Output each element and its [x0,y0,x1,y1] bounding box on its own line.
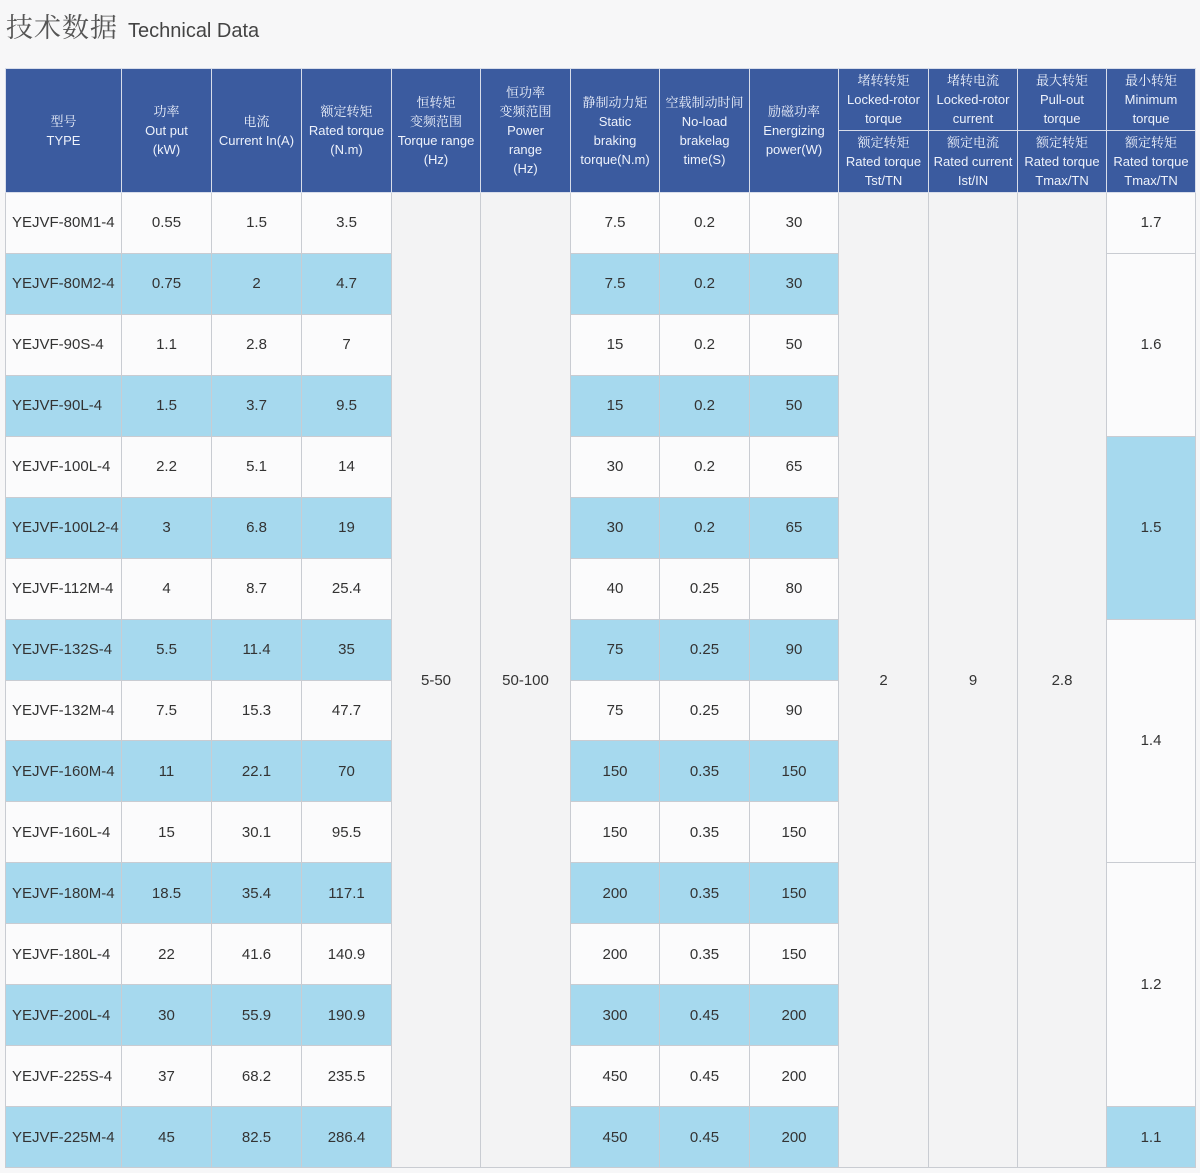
cell-power: 2.2 [122,436,212,497]
cell-tst-tn: 2 [839,193,929,1168]
cell-static-braking: 15 [571,314,660,375]
cell-rated-torque: 35 [302,619,392,680]
cell-current: 5.1 [212,436,302,497]
cell-current: 41.6 [212,924,302,985]
cell-energizing: 150 [750,741,839,802]
cell-type: YEJVF-200L-4 [6,985,122,1046]
cell-brakelag: 0.2 [660,253,750,314]
cell-current: 68.2 [212,1046,302,1107]
cell-power: 15 [122,802,212,863]
header-power: 功率 Out put (kW) [122,69,212,193]
cell-rated-torque: 25.4 [302,558,392,619]
cell-brakelag: 0.35 [660,741,750,802]
cell-type: YEJVF-90L-4 [6,375,122,436]
header-energizing: 励磁功率 Energizing power(W) [750,69,839,193]
cell-energizing: 150 [750,924,839,985]
cell-energizing: 50 [750,375,839,436]
cell-brakelag: 0.25 [660,680,750,741]
cell-static-braking: 200 [571,924,660,985]
cell-type: YEJVF-160L-4 [6,802,122,863]
header-brakelag: 空载制动时间 No-load brakelag time(S) [660,69,750,193]
header-current: 电流 Current In(A) [212,69,302,193]
cell-power: 11 [122,741,212,802]
cell-static-braking: 300 [571,985,660,1046]
cell-static-braking: 15 [571,375,660,436]
cell-current: 6.8 [212,497,302,558]
technical-data-table [5,68,1196,1168]
cell-current: 2 [212,253,302,314]
cell-static-braking: 75 [571,680,660,741]
cell-rated-torque: 70 [302,741,392,802]
header-rated-torque: 额定转矩 Rated torque (N.m) [302,69,392,193]
cell-brakelag: 0.45 [660,1046,750,1107]
header-type: 型号 TYPE [6,69,122,193]
cell-current: 1.5 [212,193,302,254]
cell-current: 15.3 [212,680,302,741]
cell-energizing: 65 [750,436,839,497]
cell-brakelag: 0.2 [660,314,750,375]
cell-energizing: 50 [750,314,839,375]
cell-rated-torque: 7 [302,314,392,375]
cell-rated-torque: 95.5 [302,802,392,863]
cell-rated-torque: 190.9 [302,985,392,1046]
cell-type: YEJVF-160M-4 [6,741,122,802]
cell-static-braking: 7.5 [571,193,660,254]
cell-power: 1.5 [122,375,212,436]
cell-current: 82.5 [212,1107,302,1168]
cell-minimum-torque: 1.4 [1107,619,1196,863]
cell-current: 30.1 [212,802,302,863]
cell-current: 22.1 [212,741,302,802]
cell-rated-torque: 3.5 [302,193,392,254]
cell-energizing: 90 [750,680,839,741]
table-body [6,193,1196,1168]
cell-minimum-torque: 1.6 [1107,253,1196,436]
cell-static-braking: 7.5 [571,253,660,314]
cell-type: YEJVF-80M1-4 [6,193,122,254]
cell-ist-in: 9 [929,193,1018,1168]
cell-power: 4 [122,558,212,619]
cell-power: 0.75 [122,253,212,314]
title-en: Technical Data [128,20,260,42]
cell-rated-torque: 4.7 [302,253,392,314]
cell-minimum-torque: 1.1 [1107,1107,1196,1168]
cell-energizing: 200 [750,985,839,1046]
header-minimum-torque: 最小转矩 Minimum torque [1107,69,1196,131]
cell-type: YEJVF-132M-4 [6,680,122,741]
cell-rated-torque: 14 [302,436,392,497]
cell-type: YEJVF-90S-4 [6,314,122,375]
cell-type: YEJVF-132S-4 [6,619,122,680]
cell-static-braking: 75 [571,619,660,680]
cell-type: YEJVF-225M-4 [6,1107,122,1168]
cell-power: 37 [122,1046,212,1107]
cell-static-braking: 30 [571,436,660,497]
header-torque-range: 恒转矩 变频范围 Torque range (Hz) [392,69,481,193]
cell-static-braking: 450 [571,1107,660,1168]
header-locked-rotor-current: 堵转电流 Locked-rotor current [929,69,1018,131]
cell-rated-torque: 140.9 [302,924,392,985]
cell-static-braking: 200 [571,863,660,924]
cell-energizing: 30 [750,253,839,314]
cell-energizing: 65 [750,497,839,558]
cell-power: 1.1 [122,314,212,375]
header-static-braking: 静制动力矩 Static braking torque(N.m) [571,69,660,193]
cell-energizing: 200 [750,1107,839,1168]
cell-power: 45 [122,1107,212,1168]
cell-type: YEJVF-225S-4 [6,1046,122,1107]
cell-current: 8.7 [212,558,302,619]
header-tmax-tn: 额定转矩 Rated torque Tmax/TN [1018,131,1107,193]
cell-energizing: 150 [750,863,839,924]
cell-type: YEJVF-100L2-4 [6,497,122,558]
cell-type: YEJVF-100L-4 [6,436,122,497]
cell-power: 18.5 [122,863,212,924]
cell-rated-torque: 19 [302,497,392,558]
cell-energizing: 80 [750,558,839,619]
cell-power: 3 [122,497,212,558]
cell-brakelag: 0.35 [660,863,750,924]
cell-static-braking: 30 [571,497,660,558]
cell-power: 7.5 [122,680,212,741]
cell-brakelag: 0.45 [660,1107,750,1168]
cell-type: YEJVF-112M-4 [6,558,122,619]
cell-type: YEJVF-180M-4 [6,863,122,924]
cell-current: 2.8 [212,314,302,375]
cell-rated-torque: 286.4 [302,1107,392,1168]
cell-type: YEJVF-180L-4 [6,924,122,985]
cell-energizing: 200 [750,1046,839,1107]
cell-static-braking: 150 [571,802,660,863]
header-power-range: 恒功率 变频范围 Power range (Hz) [481,69,571,193]
cell-minimum-torque: 1.5 [1107,436,1196,619]
cell-rated-torque: 47.7 [302,680,392,741]
header-pullout-torque: 最大转矩 Pull-out torque [1018,69,1107,131]
cell-current: 3.7 [212,375,302,436]
cell-brakelag: 0.2 [660,497,750,558]
cell-power: 22 [122,924,212,985]
cell-current: 11.4 [212,619,302,680]
cell-rated-torque: 9.5 [302,375,392,436]
cell-rated-torque: 235.5 [302,1046,392,1107]
header-ist-in: 额定电流 Rated current Ist/IN [929,131,1018,193]
cell-brakelag: 0.35 [660,924,750,985]
cell-energizing: 30 [750,193,839,254]
cell-brakelag: 0.2 [660,375,750,436]
cell-static-braking: 150 [571,741,660,802]
cell-minimum-torque: 1.7 [1107,193,1196,254]
cell-power: 5.5 [122,619,212,680]
cell-brakelag: 0.2 [660,193,750,254]
header-tst-tn: 额定转矩 Rated torque Tst/TN [839,131,929,193]
cell-energizing: 150 [750,802,839,863]
cell-power-range: 50-100 [481,193,571,1168]
cell-brakelag: 0.2 [660,436,750,497]
cell-power: 0.55 [122,193,212,254]
cell-torque-range: 5-50 [392,193,481,1168]
cell-power: 30 [122,985,212,1046]
header-locked-rotor-torque: 堵转转矩 Locked-rotor torque [839,69,929,131]
cell-static-braking: 40 [571,558,660,619]
cell-current: 55.9 [212,985,302,1046]
cell-energizing: 90 [750,619,839,680]
cell-minimum-torque: 1.2 [1107,863,1196,1107]
header-min-tmax-tn: 额定转矩 Rated torque Tmax/TN [1107,131,1196,193]
cell-rated-torque: 117.1 [302,863,392,924]
table-row [6,193,1196,254]
cell-current: 35.4 [212,863,302,924]
title-cn: 技术数据 [6,13,118,43]
cell-type: YEJVF-80M2-4 [6,253,122,314]
cell-brakelag: 0.35 [660,802,750,863]
page-title [6,6,259,46]
cell-tmax-tn: 2.8 [1018,193,1107,1168]
cell-brakelag: 0.25 [660,558,750,619]
cell-static-braking: 450 [571,1046,660,1107]
cell-brakelag: 0.25 [660,619,750,680]
cell-brakelag: 0.45 [660,985,750,1046]
